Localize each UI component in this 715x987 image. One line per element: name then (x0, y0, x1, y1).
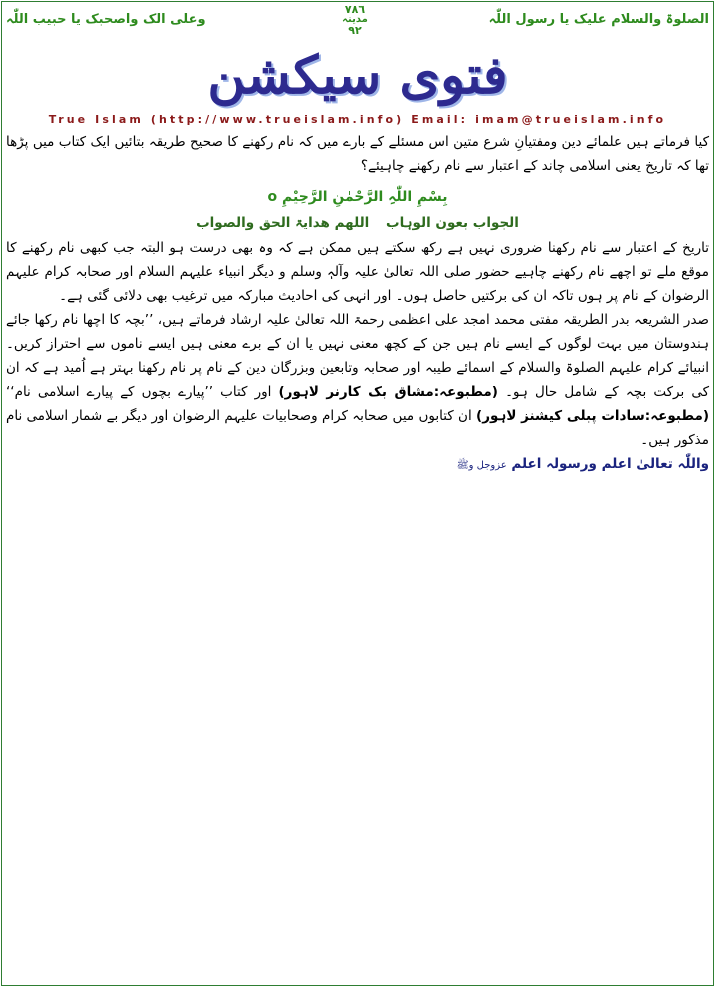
closing-line (6, 452, 709, 478)
answer-heading-part2: اللھم ھدایۃ الحق والصواب (196, 215, 370, 231)
emblem-city: مدینہ (342, 14, 368, 25)
header-emblem (330, 4, 380, 36)
bismillah: بِسْمِ اللّٰہِ الرَّحْمٰنِ الرَّحِیْمِ o (267, 189, 448, 205)
salutation-right: الصلوۃ والسلام علیک یا رسول اللّٰہ (488, 12, 709, 27)
question-text: کیا فرماتے ہیں علمائے دین ومفتیانِ شرع متین اس مسئلے کے بارے میں کہ نام رکھنے کا صحیح طریقہ بتائیں ایک کتاب میں پڑھا تھا کہ تاریخ یعنی اسلامی چاند کے اعتبار سے نام رکھنے چاہیئے؟ (6, 134, 709, 174)
answer-paragraph-2 (6, 308, 709, 452)
paragraph-2-text-b: اور کتاب ’’پیارے بچوں کے پیارے اسلامی نام‘‘ (6, 384, 272, 400)
closing-text: واللّٰہ تعالیٰ اعلم ورسولہ اعلم (511, 456, 709, 472)
paragraph-2-text-a: صدر الشریعہ بدر الطریقہ مفتی محمد امجد علی اعظمی رحمۃ اللہ تعالیٰ علیہ ارشاد فرماتے ہیں، ’’بچہ کا اچھا نام رکھا جائے ہندوستان میں بہت لوگوں کے ایسے نام ہیں جن کے کچھ معنی نہیں یا ان کے برے معنی ہیں ایسے ناموں سے احتراز کریں۔ انبیائے کرام علیہم الصلوۃ والسلام کے اسمائے طیبہ اور صحابہ وتابعین وبزرگان دین کے نام پر نام رکھنا بہتر ہے اُمید ہے کہ ان کی برکت بچہ کے شامل حال ہو۔ (6, 312, 710, 400)
fatwa-content (6, 130, 709, 478)
publisher-reference-1: (مطبوعہ:مشاق بک کارنر لاہور) (278, 384, 498, 400)
salutation-left: وعلی الک واصحبک یا حبیب اللّٰہ (6, 12, 206, 27)
paragraph-2-text-c: ان کتابوں میں صحابہ کرام وصحابیات علیہم الرضوان اور دیگر بے شمار اسلامی نام مذکور ہیں۔ (6, 408, 709, 448)
page-title: فتوی سیکشن (207, 45, 508, 106)
site-contact-line[interactable]: True Islam (http://www.trueislam.info) Email: imam@trueislam.info (48, 113, 667, 126)
answer-heading-part1: الجواب بعون الوہاب (386, 215, 519, 231)
answer-paragraph-1: تاریخ کے اعتبار سے نام رکھنا ضروری نہیں ہے رکھ سکتے ہیں ممکن ہے کہ وہ بھی درست ہو البتہ جب کبھی نام رکھنے کا موقع ملے تو اچھے نام رکھنے چاہیے حضور صلی اللہ تعالیٰ علیہ وآلہٖ وسلم و دیگر انبیاء علیہم السلام اور صحابہ کرام علیہم الرضوان کے نام پر ہوں تاکہ ان کی برکتیں حاصل ہوں۔ اور انہی کی احادیث مبارکہ میں ترغیب بھی دلائی گئی ہے۔ (6, 240, 709, 304)
honorific-glyph: عزوجل وﷺ (456, 460, 507, 471)
emblem-number: ٧٨٦ (344, 3, 366, 16)
emblem-number-2: ٩٢ (348, 24, 362, 37)
publisher-reference-2: (مطبوعہ:سادات پبلی کیشنز لاہور) (476, 408, 709, 424)
answer-heading (6, 210, 709, 236)
